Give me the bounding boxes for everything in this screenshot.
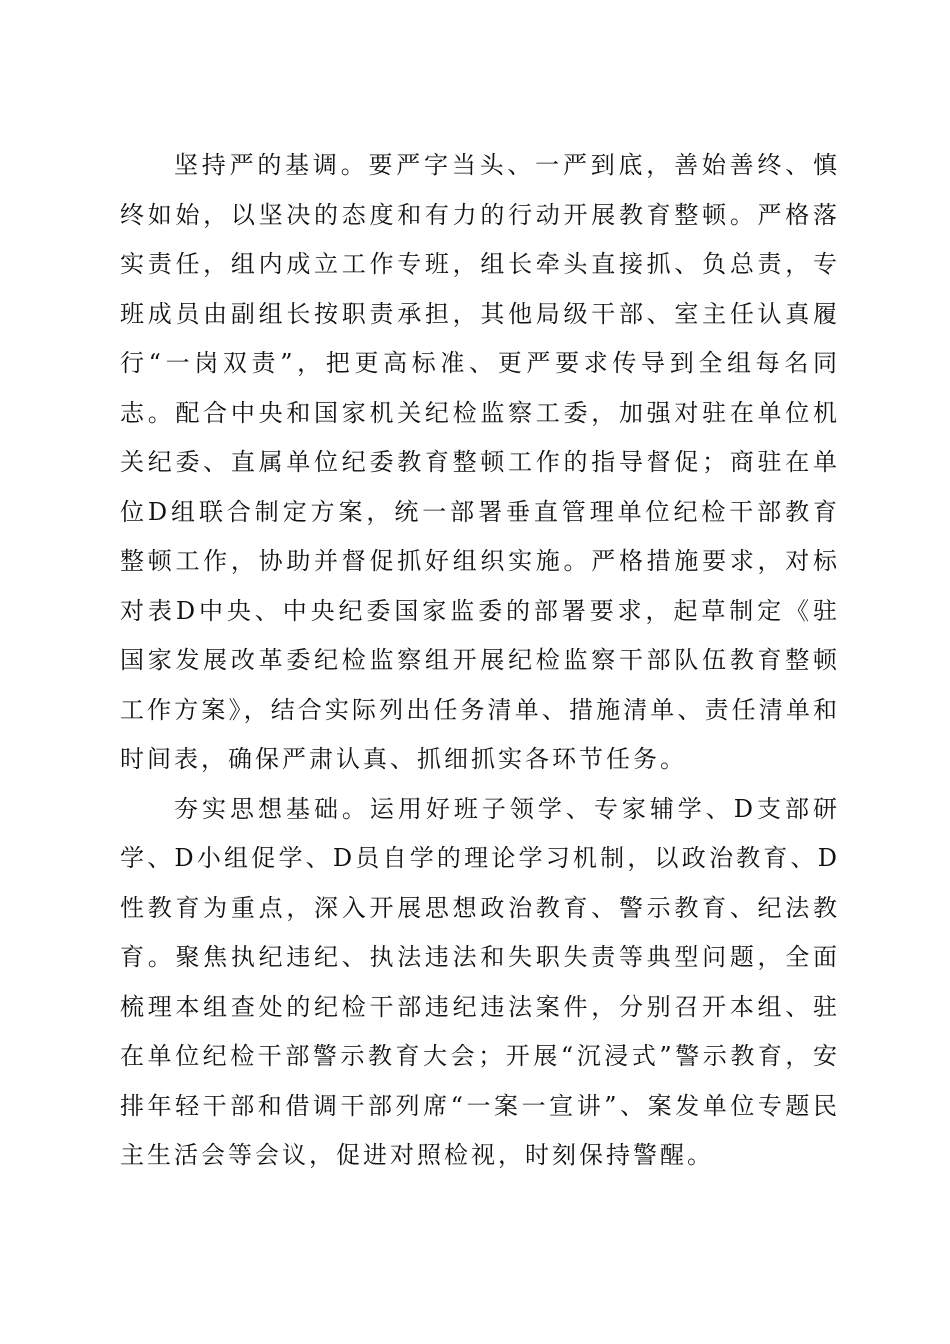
paragraph-strict-tone: 坚持严的基调。要严字当头、一严到底，善始善终、慎终如始，以坚决的态度和有力的行动开展教育整顿。严格落实责任，组内成立工作专班，组长牵头直接抓、负总责，专班成员由副组长按职责承担，其他局级干部、室主任认真履行“一岗双责”，把更高标准、更严要求传导到全组每名同志。配合中央和国家机关纪检监察工委，加强对驻在单位机关纪委、直属单位纪委教育整顿工作的指导督促；商驻在单位D组联合制定方案，统一部署垂直管理单位纪检干部教育整顿工作，协助并督促抓好组织实施。严格措施要求，对标对表D中央、中央纪委国家监委的部署要求，起草制定《驻国家发展改革委纪检监察组开展纪检监察干部队伍教育整顿工作方案》，结合实际列出任务清单、措施清单、责任清单和时间表，确保严肃认真、抓细抓实各环节任务。	[120, 151, 840, 773]
paragraph-ideological-foundation: 夯实思想基础。运用好班子领学、专家辅学、D支部研学、D小组促学、D员自学的理论学习机制，以政治教育、D性教育为重点，深入开展思想政治教育、警示教育、纪法教育。聚焦执纪违纪、执法违法和失职失责等典型问题，全面梳理本组查处的纪检干部违纪违法案件，分别召开本组、驻在单位纪检干部警示教育大会；开展“沉浸式”警示教育，安排年轻干部和借调干部列席“一案一宣讲”、案发单位专题民主生活会等会议，促进对照检视，时刻保持警醒。	[120, 794, 840, 1169]
document-body	[120, 141, 840, 1181]
